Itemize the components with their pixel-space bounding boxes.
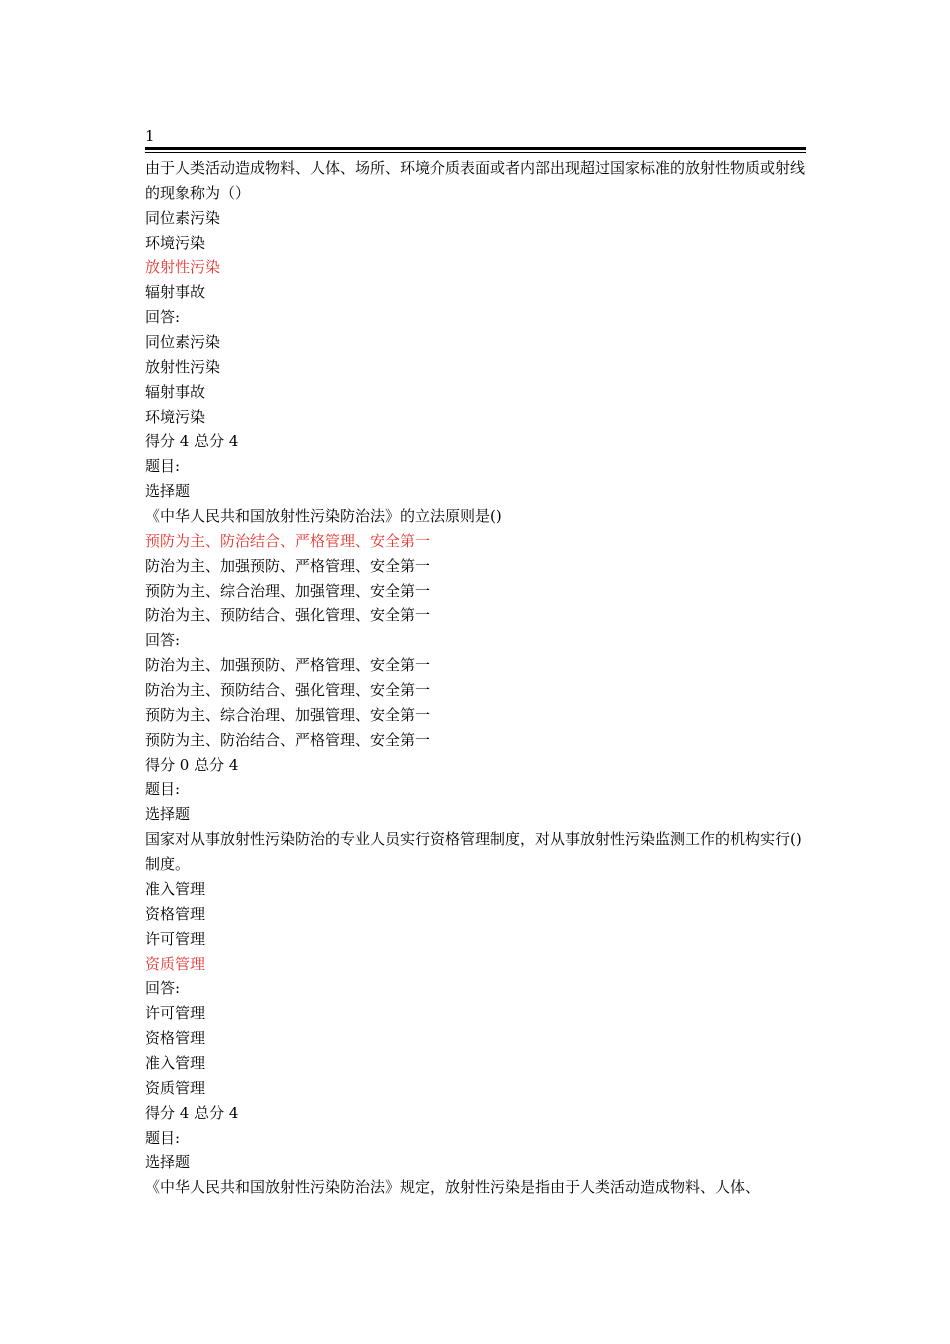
option: 环境污染 — [145, 233, 206, 252]
option: 许可管理 — [145, 929, 206, 948]
page-number: 1 — [145, 127, 155, 145]
answer-item: 同位素污染 — [145, 333, 221, 352]
header-rule-thin — [145, 152, 806, 153]
answer-item: 资质管理 — [145, 1078, 206, 1097]
score-line: 得分 4 总分 4 — [145, 1103, 239, 1122]
option-correct: 放射性污染 — [145, 258, 221, 277]
question-text: 由于人类活动造成物料、人体、场所、环境介质表面或者内部出现超过国家标准的放射性物质或射线的现象称为（） — [145, 159, 806, 202]
option: 准入管理 — [145, 879, 206, 898]
answer-label: 回答: — [145, 979, 181, 998]
question-type: 选择题 — [145, 1153, 191, 1172]
topic-label: 题目: — [145, 780, 181, 799]
option: 同位素污染 — [145, 208, 221, 227]
question-text: 《中华人民共和国放射性污染防治法》的立法原则是() — [145, 507, 502, 526]
option: 辐射事故 — [145, 283, 206, 302]
score-line: 得分 0 总分 4 — [145, 755, 239, 774]
answer-item: 资格管理 — [145, 1029, 206, 1048]
answer-item: 防治为主、加强预防、严格管理、安全第一 — [145, 656, 431, 675]
topic-label: 题目: — [145, 1128, 181, 1147]
answer-item: 放射性污染 — [145, 357, 221, 376]
answer-item: 准入管理 — [145, 1053, 206, 1072]
question-type: 选择题 — [145, 482, 191, 501]
answer-item: 辐射事故 — [145, 382, 206, 401]
answer-label: 回答: — [145, 631, 181, 650]
option: 防治为主、加强预防、严格管理、安全第一 — [145, 556, 431, 575]
answer-item: 防治为主、预防结合、强化管理、安全第一 — [145, 681, 431, 700]
question-type: 选择题 — [145, 805, 191, 824]
option: 资格管理 — [145, 904, 206, 923]
topic-label: 题目: — [145, 457, 181, 476]
answer-item: 环境污染 — [145, 407, 206, 426]
option-correct: 资质管理 — [145, 954, 206, 973]
option-correct: 预防为主、防治结合、严格管理、安全第一 — [145, 531, 431, 550]
header-rule-thick — [145, 147, 806, 150]
document-body — [145, 156, 806, 1200]
question-text: 《中华人民共和国放射性污染防治法》规定，放射性污染是指由于人类活动造成物料、人体、 — [145, 1178, 761, 1197]
option: 防治为主、预防结合、强化管理、安全第一 — [145, 606, 431, 625]
option: 预防为主、综合治理、加强管理、安全第一 — [145, 581, 431, 600]
question-text: 国家对从事放射性污染防治的专业人员实行资格管理制度，对从事放射性污染监测工作的机构实行()制度。 — [145, 830, 802, 874]
answer-item: 预防为主、防治结合、严格管理、安全第一 — [145, 730, 431, 749]
score-line: 得分 4 总分 4 — [145, 432, 239, 451]
answer-label: 回答: — [145, 308, 181, 327]
answer-item: 预防为主、综合治理、加强管理、安全第一 — [145, 705, 431, 724]
answer-item: 许可管理 — [145, 1004, 206, 1023]
